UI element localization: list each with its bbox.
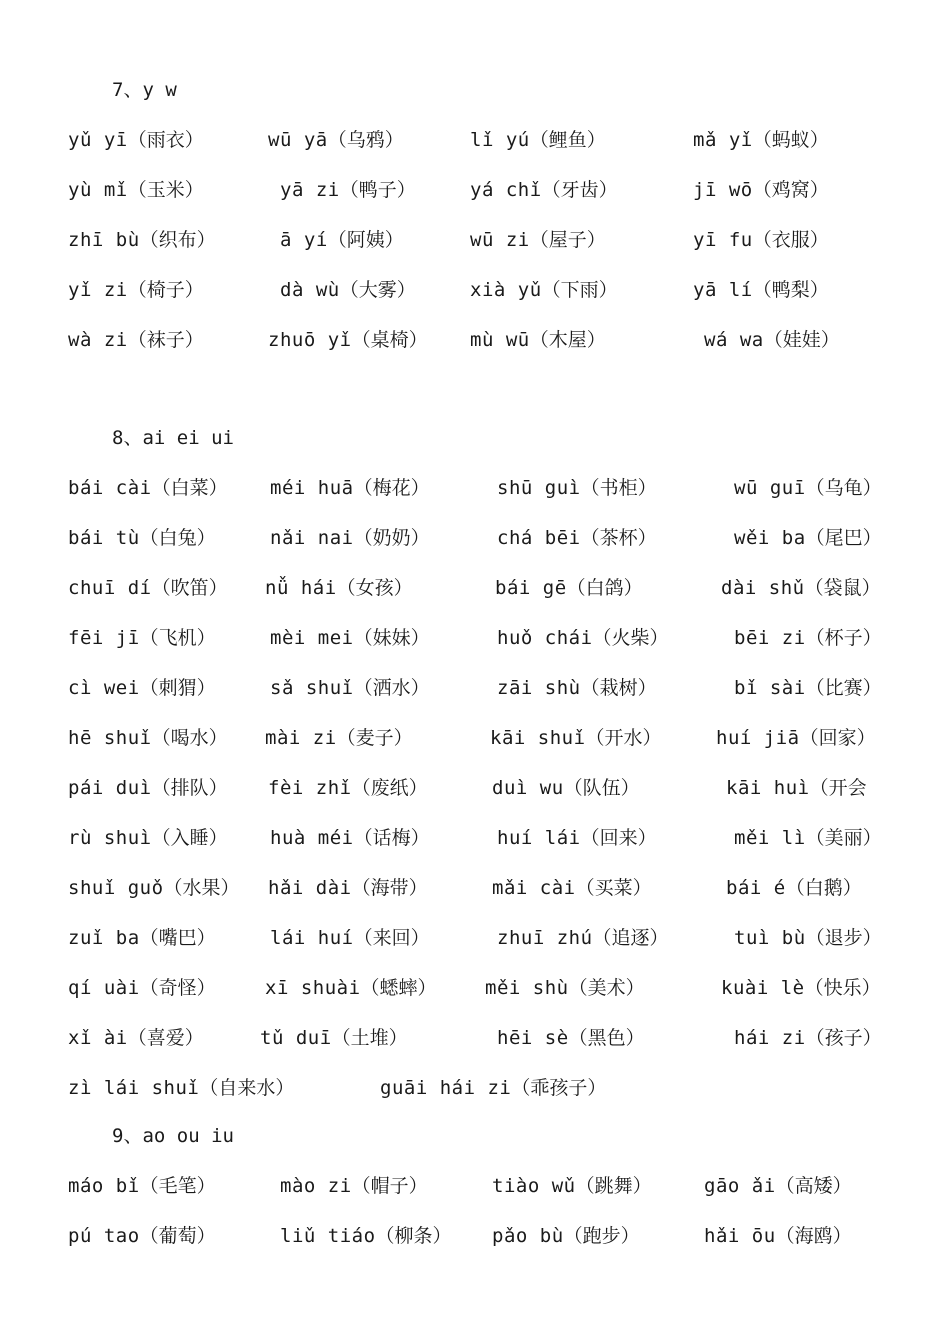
chinese-word: （鸭子） xyxy=(339,179,416,201)
pinyin-text: nǎi nai xyxy=(270,527,354,549)
chinese-word: （妹妹） xyxy=(353,627,430,649)
chinese-word: （木屋） xyxy=(529,329,606,351)
pinyin-text: fēi jī xyxy=(68,627,140,649)
chinese-word: （高矮） xyxy=(775,1175,852,1197)
chinese-word: （美术） xyxy=(568,977,645,999)
vocab-item xyxy=(704,1174,852,1198)
vocab-item xyxy=(497,526,657,550)
chinese-word: （书柜） xyxy=(580,477,657,499)
vocab-item xyxy=(68,1174,216,1198)
chinese-word: （白鹅） xyxy=(785,877,862,899)
vocab-item xyxy=(260,1026,408,1050)
chinese-word: （水果） xyxy=(163,877,240,899)
vocab-item xyxy=(68,1076,294,1100)
vocab-item xyxy=(268,128,404,152)
vocab-item xyxy=(68,328,204,352)
pinyin-text: sǎ shuǐ xyxy=(270,677,354,699)
chinese-word: （茶杯） xyxy=(580,527,657,549)
vocab-item xyxy=(268,776,428,800)
chinese-word: （梅花） xyxy=(353,477,430,499)
vocab-item xyxy=(68,626,216,650)
vocab-item xyxy=(470,278,618,302)
vocab-item xyxy=(497,476,657,500)
pinyin-text: bái cài xyxy=(68,477,152,499)
vocab-item xyxy=(492,1174,652,1198)
chinese-word: （鲤鱼） xyxy=(529,129,606,151)
chinese-word: （入睡） xyxy=(151,827,228,849)
vocab-item xyxy=(734,826,882,850)
pinyin-text: duì wu xyxy=(492,777,564,799)
vocab-item xyxy=(490,726,662,750)
chinese-word: （喜爱） xyxy=(127,1027,204,1049)
chinese-word: （桌椅） xyxy=(351,329,428,351)
vocab-item xyxy=(721,576,881,600)
chinese-word: （回来） xyxy=(580,827,657,849)
vocab-item xyxy=(470,328,606,352)
vocab-item xyxy=(270,626,430,650)
chinese-word: （开会 xyxy=(809,777,867,799)
pinyin-text: xià yǔ xyxy=(470,279,542,301)
pinyin-text: kuài lè xyxy=(721,977,805,999)
vocab-item xyxy=(734,926,882,950)
pinyin-text: qí uài xyxy=(68,977,140,999)
vocab-item xyxy=(492,876,652,900)
vocab-item xyxy=(497,826,657,850)
vocab-item xyxy=(68,476,228,500)
pinyin-text: huí lái xyxy=(497,827,581,849)
chinese-word: （排队） xyxy=(151,777,228,799)
pinyin-text: lái huí xyxy=(270,927,354,949)
chinese-word: （乌龟） xyxy=(805,477,882,499)
chinese-word: （自来水） xyxy=(199,1077,295,1099)
vocab-item xyxy=(68,726,228,750)
chinese-word: （下雨） xyxy=(541,279,618,301)
chinese-word: （玉米） xyxy=(127,179,204,201)
pinyin-text: bái tù xyxy=(68,527,140,549)
vocab-item xyxy=(68,576,228,600)
vocab-item xyxy=(485,976,645,1000)
pinyin-text: wū guī xyxy=(734,477,806,499)
chinese-word: （毛笔） xyxy=(139,1175,216,1197)
chinese-word: （麦子） xyxy=(336,727,413,749)
chinese-word: （土堆） xyxy=(331,1027,408,1049)
pinyin-text: xǐ ài xyxy=(68,1027,128,1049)
chinese-word: （洒水） xyxy=(353,677,430,699)
pinyin-text: rù shuì xyxy=(68,827,152,849)
vocab-item xyxy=(497,626,669,650)
vocab-item xyxy=(280,1174,428,1198)
vocab-item xyxy=(497,676,657,700)
vocab-item xyxy=(492,1224,640,1248)
chinese-word: （买菜） xyxy=(575,877,652,899)
pinyin-text: shuǐ guǒ xyxy=(68,877,164,899)
pinyin-text: ā yí xyxy=(280,229,328,251)
vocab-item xyxy=(268,328,428,352)
vocab-item xyxy=(68,278,204,302)
pinyin-text: hǎi dài xyxy=(268,877,352,899)
pinyin-text: pǎo bù xyxy=(492,1225,564,1247)
vocab-item xyxy=(270,926,430,950)
chinese-word: （跑步） xyxy=(563,1225,640,1247)
chinese-word: （乌鸦） xyxy=(327,129,404,151)
pinyin-text: chuī dí xyxy=(68,577,152,599)
chinese-word: （牙齿） xyxy=(541,179,618,201)
vocab-item xyxy=(734,1026,882,1050)
pinyin-text: kāi huì xyxy=(726,777,810,799)
pinyin-text: lǐ yú xyxy=(470,129,530,151)
pinyin-text: zhuī zhú xyxy=(497,927,593,949)
vocab-item xyxy=(270,676,430,700)
chinese-word: （女孩） xyxy=(336,577,413,599)
pinyin-text: tǔ duī xyxy=(260,1027,332,1049)
chinese-word: （柳条） xyxy=(375,1225,452,1247)
pinyin-text: wěi ba xyxy=(734,527,806,549)
pinyin-text: gāo ǎi xyxy=(704,1175,776,1197)
pinyin-text: bái é xyxy=(726,877,786,899)
vocab-item xyxy=(265,576,413,600)
chinese-word: （栽树） xyxy=(580,677,657,699)
pinyin-text: yī fu xyxy=(693,229,753,251)
chinese-word: （衣服） xyxy=(752,229,829,251)
chinese-word: （飞机） xyxy=(139,627,216,649)
chinese-word: （葡萄） xyxy=(139,1225,216,1247)
pinyin-text: pái duì xyxy=(68,777,152,799)
pinyin-text: chá bēi xyxy=(497,527,581,549)
pinyin-text: bái gē xyxy=(495,577,567,599)
pinyin-text: hǎi ōu xyxy=(704,1225,776,1247)
chinese-word: （火柴） xyxy=(592,627,669,649)
chinese-word: （开水） xyxy=(585,727,662,749)
chinese-word: （孩子） xyxy=(805,1027,882,1049)
pinyin-text: yā lí xyxy=(693,279,753,301)
vocab-item xyxy=(693,128,829,152)
pinyin-text: yǔ yī xyxy=(68,129,128,151)
vocab-item xyxy=(68,178,204,202)
chinese-word: （蚂蚁） xyxy=(752,129,829,151)
pinyin-text: yá chǐ xyxy=(470,179,542,201)
pinyin-text: hēi sè xyxy=(497,1027,569,1049)
vocab-item xyxy=(716,726,876,750)
chinese-word: （美丽） xyxy=(805,827,882,849)
vocab-item xyxy=(68,776,228,800)
chinese-word: （追逐） xyxy=(592,927,669,949)
vocab-item xyxy=(68,128,204,152)
vocab-item xyxy=(68,1026,204,1050)
chinese-word: （尾巴） xyxy=(805,527,882,549)
pinyin-text: guāi hái zi xyxy=(380,1077,512,1099)
pinyin-text: hē shuǐ xyxy=(68,727,152,749)
pinyin-text: dài shǔ xyxy=(721,577,805,599)
pinyin-text: měi lì xyxy=(734,827,806,849)
chinese-word: （白鸽） xyxy=(566,577,643,599)
vocab-item xyxy=(68,228,216,252)
pinyin-text: tuì bù xyxy=(734,927,806,949)
pinyin-text: zì lái shuǐ xyxy=(68,1077,200,1099)
vocab-item xyxy=(734,526,882,550)
chinese-word: （娃娃） xyxy=(763,329,840,351)
vocab-item xyxy=(470,128,606,152)
chinese-word: （吹笛） xyxy=(151,577,228,599)
chinese-word: （海带） xyxy=(351,877,428,899)
vocab-item xyxy=(495,576,643,600)
vocab-item xyxy=(280,278,416,302)
pinyin-text: xī shuài xyxy=(265,977,361,999)
chinese-word: （奇怪） xyxy=(139,977,216,999)
chinese-word: （跳舞） xyxy=(575,1175,652,1197)
pinyin-text: měi shù xyxy=(485,977,569,999)
vocab-item xyxy=(270,476,430,500)
vocab-item xyxy=(721,976,881,1000)
vocab-item xyxy=(470,228,606,252)
vocab-item xyxy=(270,526,430,550)
pinyin-text: mài zi xyxy=(265,727,337,749)
chinese-word: （来回） xyxy=(353,927,430,949)
pinyin-text: huí jiā xyxy=(716,727,800,749)
vocab-item xyxy=(68,876,240,900)
chinese-word: （比赛） xyxy=(805,677,882,699)
chinese-word: （白兔） xyxy=(139,527,216,549)
vocab-item xyxy=(704,1224,852,1248)
vocab-item xyxy=(726,776,867,800)
vocab-item xyxy=(497,926,669,950)
vocab-item xyxy=(693,178,829,202)
chinese-word: （鸡窝） xyxy=(752,179,829,201)
pinyin-text: zuǐ ba xyxy=(68,927,140,949)
pinyin-text: zhī bù xyxy=(68,229,140,251)
chinese-word: （废纸） xyxy=(351,777,428,799)
chinese-word: （织布） xyxy=(139,229,216,251)
vocab-item xyxy=(734,476,882,500)
chinese-word: （乖孩子） xyxy=(511,1077,607,1099)
vocab-item xyxy=(380,1076,606,1100)
vocab-item xyxy=(68,676,216,700)
vocab-item xyxy=(270,826,430,850)
chinese-word: （队伍） xyxy=(563,777,640,799)
pinyin-text: kāi shuǐ xyxy=(490,727,586,749)
chinese-word: （黑色） xyxy=(568,1027,645,1049)
chinese-word: （奶奶） xyxy=(353,527,430,549)
vocab-item xyxy=(734,626,882,650)
chinese-word: （嘴巴） xyxy=(139,927,216,949)
chinese-word: （帽子） xyxy=(351,1175,428,1197)
vocab-item xyxy=(265,726,413,750)
pinyin-text: bēi zi xyxy=(734,627,806,649)
chinese-word: （快乐） xyxy=(804,977,881,999)
chinese-word: （蟋蟀） xyxy=(360,977,437,999)
section-heading: 9、ao ou iu xyxy=(112,1125,234,1147)
pinyin-text: wá wa xyxy=(704,329,764,351)
pinyin-text: jī wō xyxy=(693,179,753,201)
chinese-word: （大雾） xyxy=(339,279,416,301)
chinese-word: （杯子） xyxy=(805,627,882,649)
pinyin-text: huà méi xyxy=(270,827,354,849)
vocab-item xyxy=(734,676,882,700)
chinese-word: （屋子） xyxy=(529,229,606,251)
chinese-word: （雨衣） xyxy=(127,129,204,151)
pinyin-text: tiào wǔ xyxy=(492,1175,576,1197)
vocab-item xyxy=(497,1026,645,1050)
vocab-item xyxy=(470,178,618,202)
pinyin-text: hái zi xyxy=(734,1027,806,1049)
chinese-word: （阿姨） xyxy=(327,229,404,251)
vocab-item xyxy=(68,926,216,950)
vocab-item xyxy=(280,1224,452,1248)
vocab-item xyxy=(68,1224,216,1248)
chinese-word: （回家） xyxy=(799,727,876,749)
pinyin-text: bǐ sài xyxy=(734,677,806,699)
pinyin-text: pú tao xyxy=(68,1225,140,1247)
pinyin-text: yā zi xyxy=(280,179,340,201)
section-heading: 7、y w xyxy=(112,79,177,101)
pinyin-text: shū guì xyxy=(497,477,581,499)
pinyin-text: yǐ zi xyxy=(68,279,128,301)
vocab-item xyxy=(704,328,840,352)
vocab-item xyxy=(693,228,829,252)
chinese-word: （白菜） xyxy=(151,477,228,499)
chinese-word: （喝水） xyxy=(151,727,228,749)
chinese-word: （鸭梨） xyxy=(752,279,829,301)
chinese-word: （刺猬） xyxy=(139,677,216,699)
chinese-word: （袜子） xyxy=(127,329,204,351)
pinyin-text: zhuō yǐ xyxy=(268,329,352,351)
pinyin-text: fèi zhǐ xyxy=(268,777,352,799)
chinese-word: （海鸥） xyxy=(775,1225,852,1247)
chinese-word: （话梅） xyxy=(353,827,430,849)
pinyin-text: mǎi cài xyxy=(492,877,576,899)
vocab-item xyxy=(268,876,428,900)
pinyin-text: wū zi xyxy=(470,229,530,251)
vocab-item xyxy=(280,178,416,202)
vocab-item xyxy=(693,278,829,302)
pinyin-text: wū yā xyxy=(268,129,328,151)
pinyin-text: dà wù xyxy=(280,279,340,301)
pinyin-text: máo bǐ xyxy=(68,1175,140,1197)
pinyin-text: mèi mei xyxy=(270,627,354,649)
pinyin-text: mào zi xyxy=(280,1175,352,1197)
section-heading: 8、ai ei ui xyxy=(112,427,234,449)
pinyin-text: cì wei xyxy=(68,677,140,699)
pinyin-text: méi huā xyxy=(270,477,354,499)
vocab-item xyxy=(280,228,404,252)
chinese-word: （袋鼠） xyxy=(804,577,881,599)
pinyin-text: zāi shù xyxy=(497,677,581,699)
pinyin-text: nǚ hái xyxy=(265,577,337,599)
vocab-item xyxy=(492,776,640,800)
vocab-item xyxy=(68,826,228,850)
pinyin-text: wà zi xyxy=(68,329,128,351)
pinyin-text: yù mǐ xyxy=(68,179,128,201)
pinyin-text: liǔ tiáo xyxy=(280,1225,376,1247)
vocab-item xyxy=(68,976,216,1000)
pinyin-text: mǎ yǐ xyxy=(693,129,753,151)
vocab-item xyxy=(726,876,862,900)
vocab-item xyxy=(68,526,216,550)
chinese-word: （退步） xyxy=(805,927,882,949)
pinyin-text: huǒ chái xyxy=(497,627,593,649)
chinese-word: （椅子） xyxy=(127,279,204,301)
vocab-item xyxy=(265,976,437,1000)
pinyin-text: mù wū xyxy=(470,329,530,351)
